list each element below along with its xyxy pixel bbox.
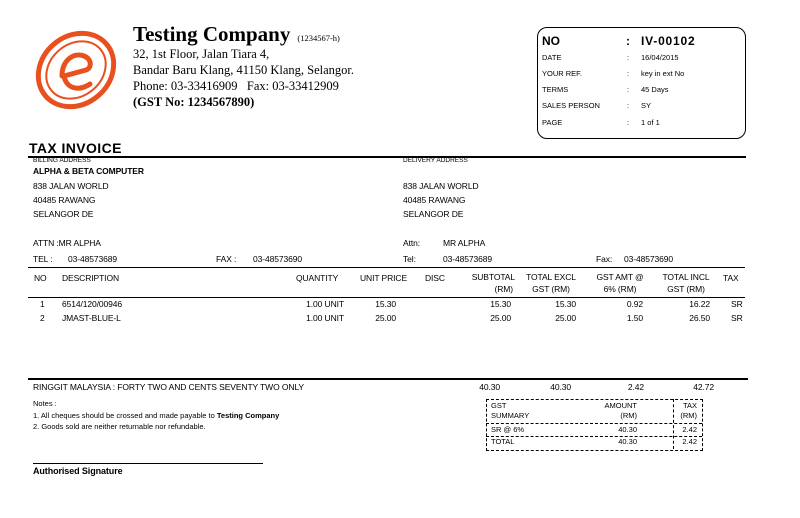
invoice-no-value: IV-00102: [641, 34, 696, 48]
invoice-no-sep: :: [626, 34, 630, 48]
document-title: TAX INVOICE: [29, 140, 122, 156]
billing-fax: 03-48573690: [253, 254, 303, 264]
grand-subtotal: 40.30: [479, 382, 500, 392]
doc-page-label: PAGE: [542, 118, 563, 127]
row-2-subtotal: 25.00: [490, 313, 511, 323]
company-gst-no: (GST No: 1234567890): [133, 95, 255, 109]
doc-salesperson-label: SALES PERSON: [542, 101, 600, 110]
row-1-description: 6514/120/00946: [62, 299, 123, 309]
row-2-tax: SR: [731, 313, 743, 323]
row-2-total-incl: 26.50: [689, 313, 710, 323]
row-1-quantity: 1.00 UNIT: [306, 299, 344, 309]
col-header-subtotal-unit: (RM): [494, 284, 513, 294]
row-2-quantity: 1.00 UNIT: [306, 313, 344, 323]
doc-page-value: 1 of 1: [641, 118, 660, 127]
signature-label: Authorised Signature: [33, 466, 123, 476]
doc-page-sep: :: [627, 118, 630, 127]
doc-date-label: DATE: [542, 53, 562, 62]
notes-payee: Testing Company: [216, 411, 280, 420]
delivery-fax-label: Fax:: [596, 254, 613, 264]
gst-summary-head-left-1: GST: [491, 401, 507, 410]
row-2-gst-amt: 1.50: [626, 313, 643, 323]
doc-salesperson-sep: :: [627, 101, 630, 110]
gst-summary-sr-label: SR @ 6%: [491, 425, 525, 434]
row-1-total-incl: 16.22: [689, 299, 710, 309]
doc-salesperson-value: SY: [641, 101, 652, 110]
doc-ref-label: YOUR REF.: [542, 69, 583, 78]
billing-line-3: SELANGOR DE: [33, 209, 94, 219]
delivery-fax: 03-48573690: [624, 254, 674, 264]
gst-summary-head-amount-1: AMOUNT: [604, 401, 637, 410]
gst-summary-divider-1: [486, 423, 702, 424]
company-logo: [28, 22, 124, 118]
gst-summary-head-tax-2: (RM): [680, 411, 697, 420]
col-header-description: DESCRIPTION: [62, 273, 119, 283]
totals-rule: [28, 378, 748, 380]
col-header-no: NO: [34, 273, 47, 283]
company-address-2: Bandar Baru Klang, 41150 Klang, Selangor.: [133, 63, 355, 77]
doc-ref-value: key in ext No: [641, 69, 685, 78]
col-header-total-excl-unit: GST (RM): [532, 284, 570, 294]
col-header-total-incl: TOTAL INCL: [662, 272, 710, 282]
col-header-quantity: QUANTITY: [296, 273, 339, 283]
gst-summary-total-amount: 40.30: [618, 437, 637, 446]
doc-terms-sep: :: [627, 85, 630, 94]
col-header-unit-price: UNIT PRICE: [360, 273, 408, 283]
col-header-gst-amt: GST AMT @: [596, 272, 644, 282]
gst-summary-total-label: TOTAL: [491, 437, 515, 446]
notes-line-1-text: 1. All cheques should be crossed and made payable to: [33, 411, 217, 420]
billing-name: ALPHA & BETA COMPUTER: [33, 166, 144, 176]
gst-summary-head-tax-1: TAX: [682, 401, 697, 410]
invoice-no-label: NO: [542, 34, 560, 48]
title-rule: [28, 156, 746, 158]
doc-terms-value: 45 Days: [641, 85, 669, 94]
col-header-gst-amt-unit: 6% (RM): [603, 284, 637, 294]
gst-summary-sr-tax: 2.42: [682, 425, 697, 434]
grand-total-incl: 42.72: [693, 382, 714, 392]
col-header-subtotal: SUBTOTAL: [471, 272, 515, 282]
row-1-total-excl: 15.30: [555, 299, 576, 309]
company-reg-no: (1234567-h): [297, 33, 340, 43]
billing-label: BILLING ADDRESS: [33, 157, 91, 164]
billing-attn: ATTN :MR ALPHA: [33, 238, 101, 248]
row-1-subtotal: 15.30: [490, 299, 511, 309]
delivery-attn: MR ALPHA: [443, 238, 486, 248]
delivery-label: DELIVERY ADDRESS: [403, 157, 468, 164]
grand-total-excl: 40.30: [550, 382, 571, 392]
row-2-total-excl: 25.00: [555, 313, 576, 323]
delivery-line-2: 40485 RAWANG: [403, 195, 466, 205]
grand-gst: 2.42: [627, 382, 644, 392]
billing-line-1: 838 JALAN WORLD: [33, 181, 109, 191]
delivery-line-3: SELANGOR DE: [403, 209, 464, 219]
doc-ref-sep: :: [627, 69, 630, 78]
col-header-tax: TAX: [723, 273, 739, 283]
row-1-tax: SR: [731, 299, 743, 309]
row-2-no: 2: [40, 313, 45, 323]
row-2-unit-price: 25.00: [375, 313, 396, 323]
billing-tel: 03-48573689: [68, 254, 118, 264]
notes-line-2: 2. Goods sold are neither returnable nor refundable.: [33, 422, 206, 431]
col-header-total-incl-unit: GST (RM): [667, 284, 705, 294]
notes-label: Notes :: [33, 399, 57, 408]
amount-in-words: RINGGIT MALAYSIA : FORTY TWO AND CENTS SEVENTY TWO ONLY: [33, 382, 304, 392]
billing-tel-label: TEL :: [33, 254, 53, 264]
company-phone-fax: Phone: 03-33416909 Fax: 03-33412909: [133, 79, 339, 93]
delivery-tel: 03-48573689: [443, 254, 493, 264]
doc-date-value: 16/04/2015: [641, 53, 679, 62]
company-name: Testing Company: [133, 22, 291, 46]
gst-summary-head-amount-2: (RM): [620, 411, 637, 420]
row-1-no: 1: [40, 299, 45, 309]
gst-summary-total-tax: 2.42: [682, 437, 697, 446]
gst-summary-sr-amount: 40.30: [618, 425, 637, 434]
row-2-description: JMAST-BLUE-L: [62, 313, 121, 323]
company-logo-icon: [28, 22, 124, 118]
delivery-line-1: 838 JALAN WORLD: [403, 181, 479, 191]
col-header-disc: DISC: [425, 273, 445, 283]
row-1-gst-amt: 0.92: [626, 299, 643, 309]
gst-summary-head-left-2: SUMMARY: [491, 411, 530, 420]
notes-line-1: [33, 411, 279, 420]
doc-terms-label: TERMS: [542, 85, 569, 94]
col-header-total-excl: TOTAL EXCL: [526, 272, 576, 282]
delivery-attn-label: Attn:: [403, 238, 420, 248]
billing-line-2: 40485 RAWANG: [33, 195, 96, 205]
doc-date-sep: :: [627, 53, 630, 62]
delivery-tel-label: Tel:: [403, 254, 416, 264]
billing-fax-label: FAX :: [216, 254, 237, 264]
row-1-unit-price: 15.30: [375, 299, 396, 309]
company-address-1: 32, 1st Floor, Jalan Tiara 4,: [133, 47, 270, 61]
signature-line: [33, 463, 263, 464]
